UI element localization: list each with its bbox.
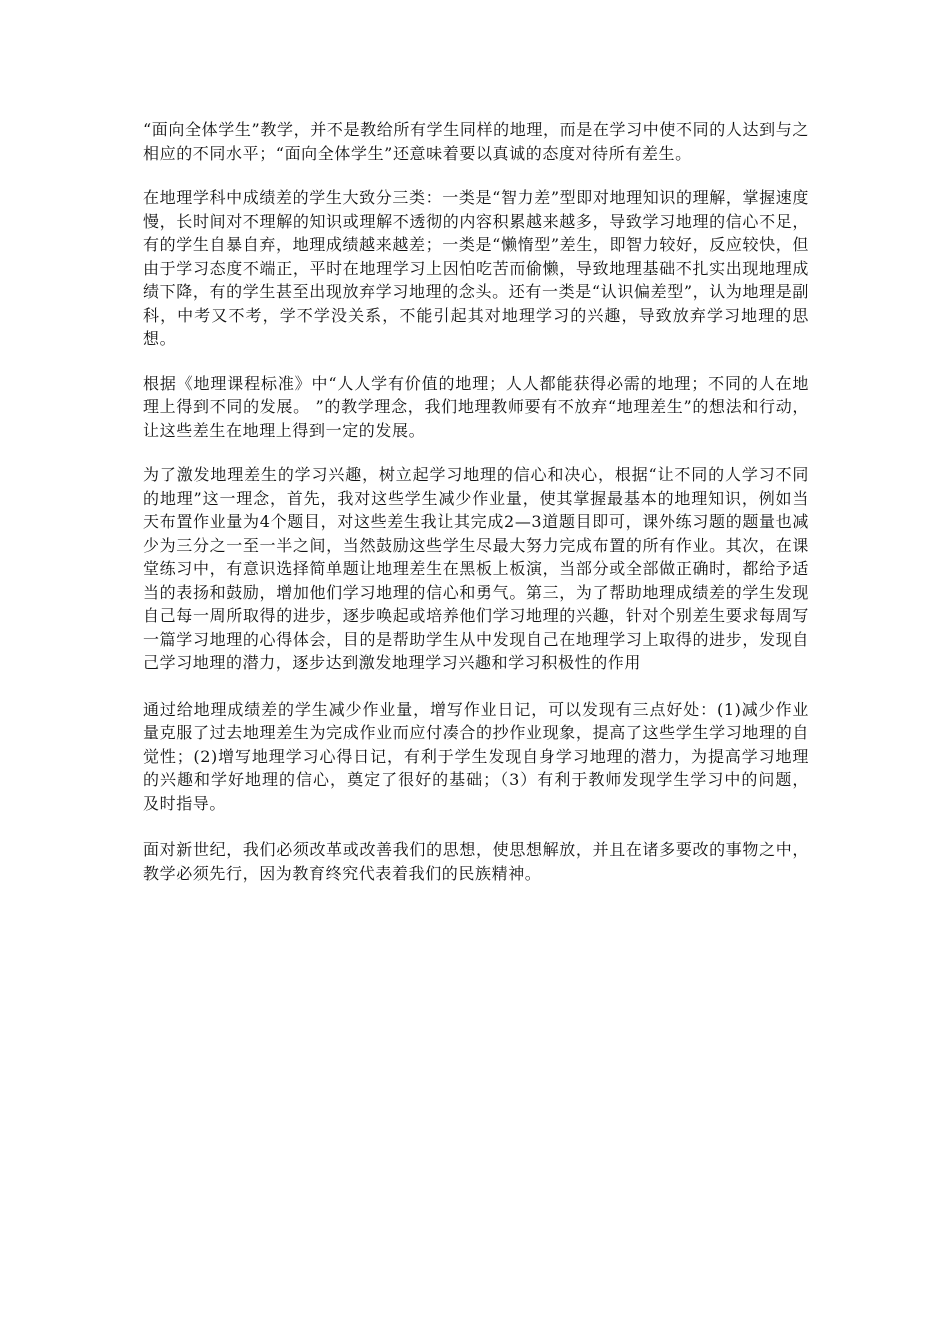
paragraph-4: 为了激发地理差生的学习兴趣，树立起学习地理的信心和决心，根据“让不同的人学习不同的地理”这一理念，首先，我对这些学生减少作业量，使其掌握最基本的地理知识，例如当天布置作业量为4个题目，对这些差生我让其完成2—3道题目即可，课外练习题的题量也减少为三分之一至一半之间，当然鼓励这些学生尽最大努力完成布置的所有作业。其次，在课堂练习中，有意识选择简单题让地理差生在黑板上板演，当部分或全部做正确时，都给予适当的表扬和鼓励，增加他们学习地理的信心和勇气。第三，为了帮助地理成绩差的学生发现自己每一周所取得的进步，逐步唤起或培养他们学习地理的兴趣，针对个别差生要求每周写一篇学习地理的心得体会，目的是帮助学生从中发现自己在地理学习上取得的进步，发现自己学习地理的潜力，逐步达到激发地理学习兴趣和学习积极性的作用 [143,465,809,672]
document-body [143,118,809,905]
paragraph-6: 面对新世纪，我们必须改革或改善我们的思想，使思想解放，并且在诸多要改的事物之中，教学必须先行，因为教育终究代表着我们的民族精神。 [143,840,809,883]
paragraph-3: 根据《地理课程标准》中“人人学有价值的地理；人人都能获得必需的地理；不同的人在地理上得到不同的发展。 ”的教学理念，我们地理教师要有不放弃“地理差生”的想法和行动，让这些差生在地理上得到一定的发展。 [143,373,809,440]
paragraph-1: “面向全体学生”教学，并不是教给所有学生同样的地理，而是在学习中使不同的人达到与之相应的不同水平；“面向全体学生”还意味着要以真诚的态度对待所有差生。 [143,120,809,163]
paragraph-2: 在地理学科中成绩差的学生大致分三类：一类是“智力差”型即对地理知识的理解，掌握速度慢，长时间对不理解的知识或理解不透彻的内容积累越来越多，导致学习地理的信心不足，有的学生自暴自弃，地理成绩越来越差；一类是“懒惰型”差生，即智力较好，反应较快，但由于学习态度不端正，平时在地理学习上因怕吃苦而偷懒，导致地理基础不扎实出现地理成绩下降，有的学生甚至出现放弃学习地理的念头。还有一类是“认识偏差型”，认为地理是副科，中考又不考，学不学没关系，不能引起其对地理学习的兴趣，导致放弃学习地理的思想。 [143,188,809,348]
paragraph-5: 通过给地理成绩差的学生减少作业量，增写作业日记，可以发现有三点好处：(1)减少作业量克服了过去地理差生为完成作业而应付凑合的抄作业现象，提高了这些学生学习地理的自觉性；(2)增写地理学习心得日记，有利于学生发现自身学习地理的潜力，为提高学习地理的兴趣和学好地理的信心，奠定了很好的基础；（3）有利于教师发现学生学习中的问题，及时指导。 [143,699,809,813]
